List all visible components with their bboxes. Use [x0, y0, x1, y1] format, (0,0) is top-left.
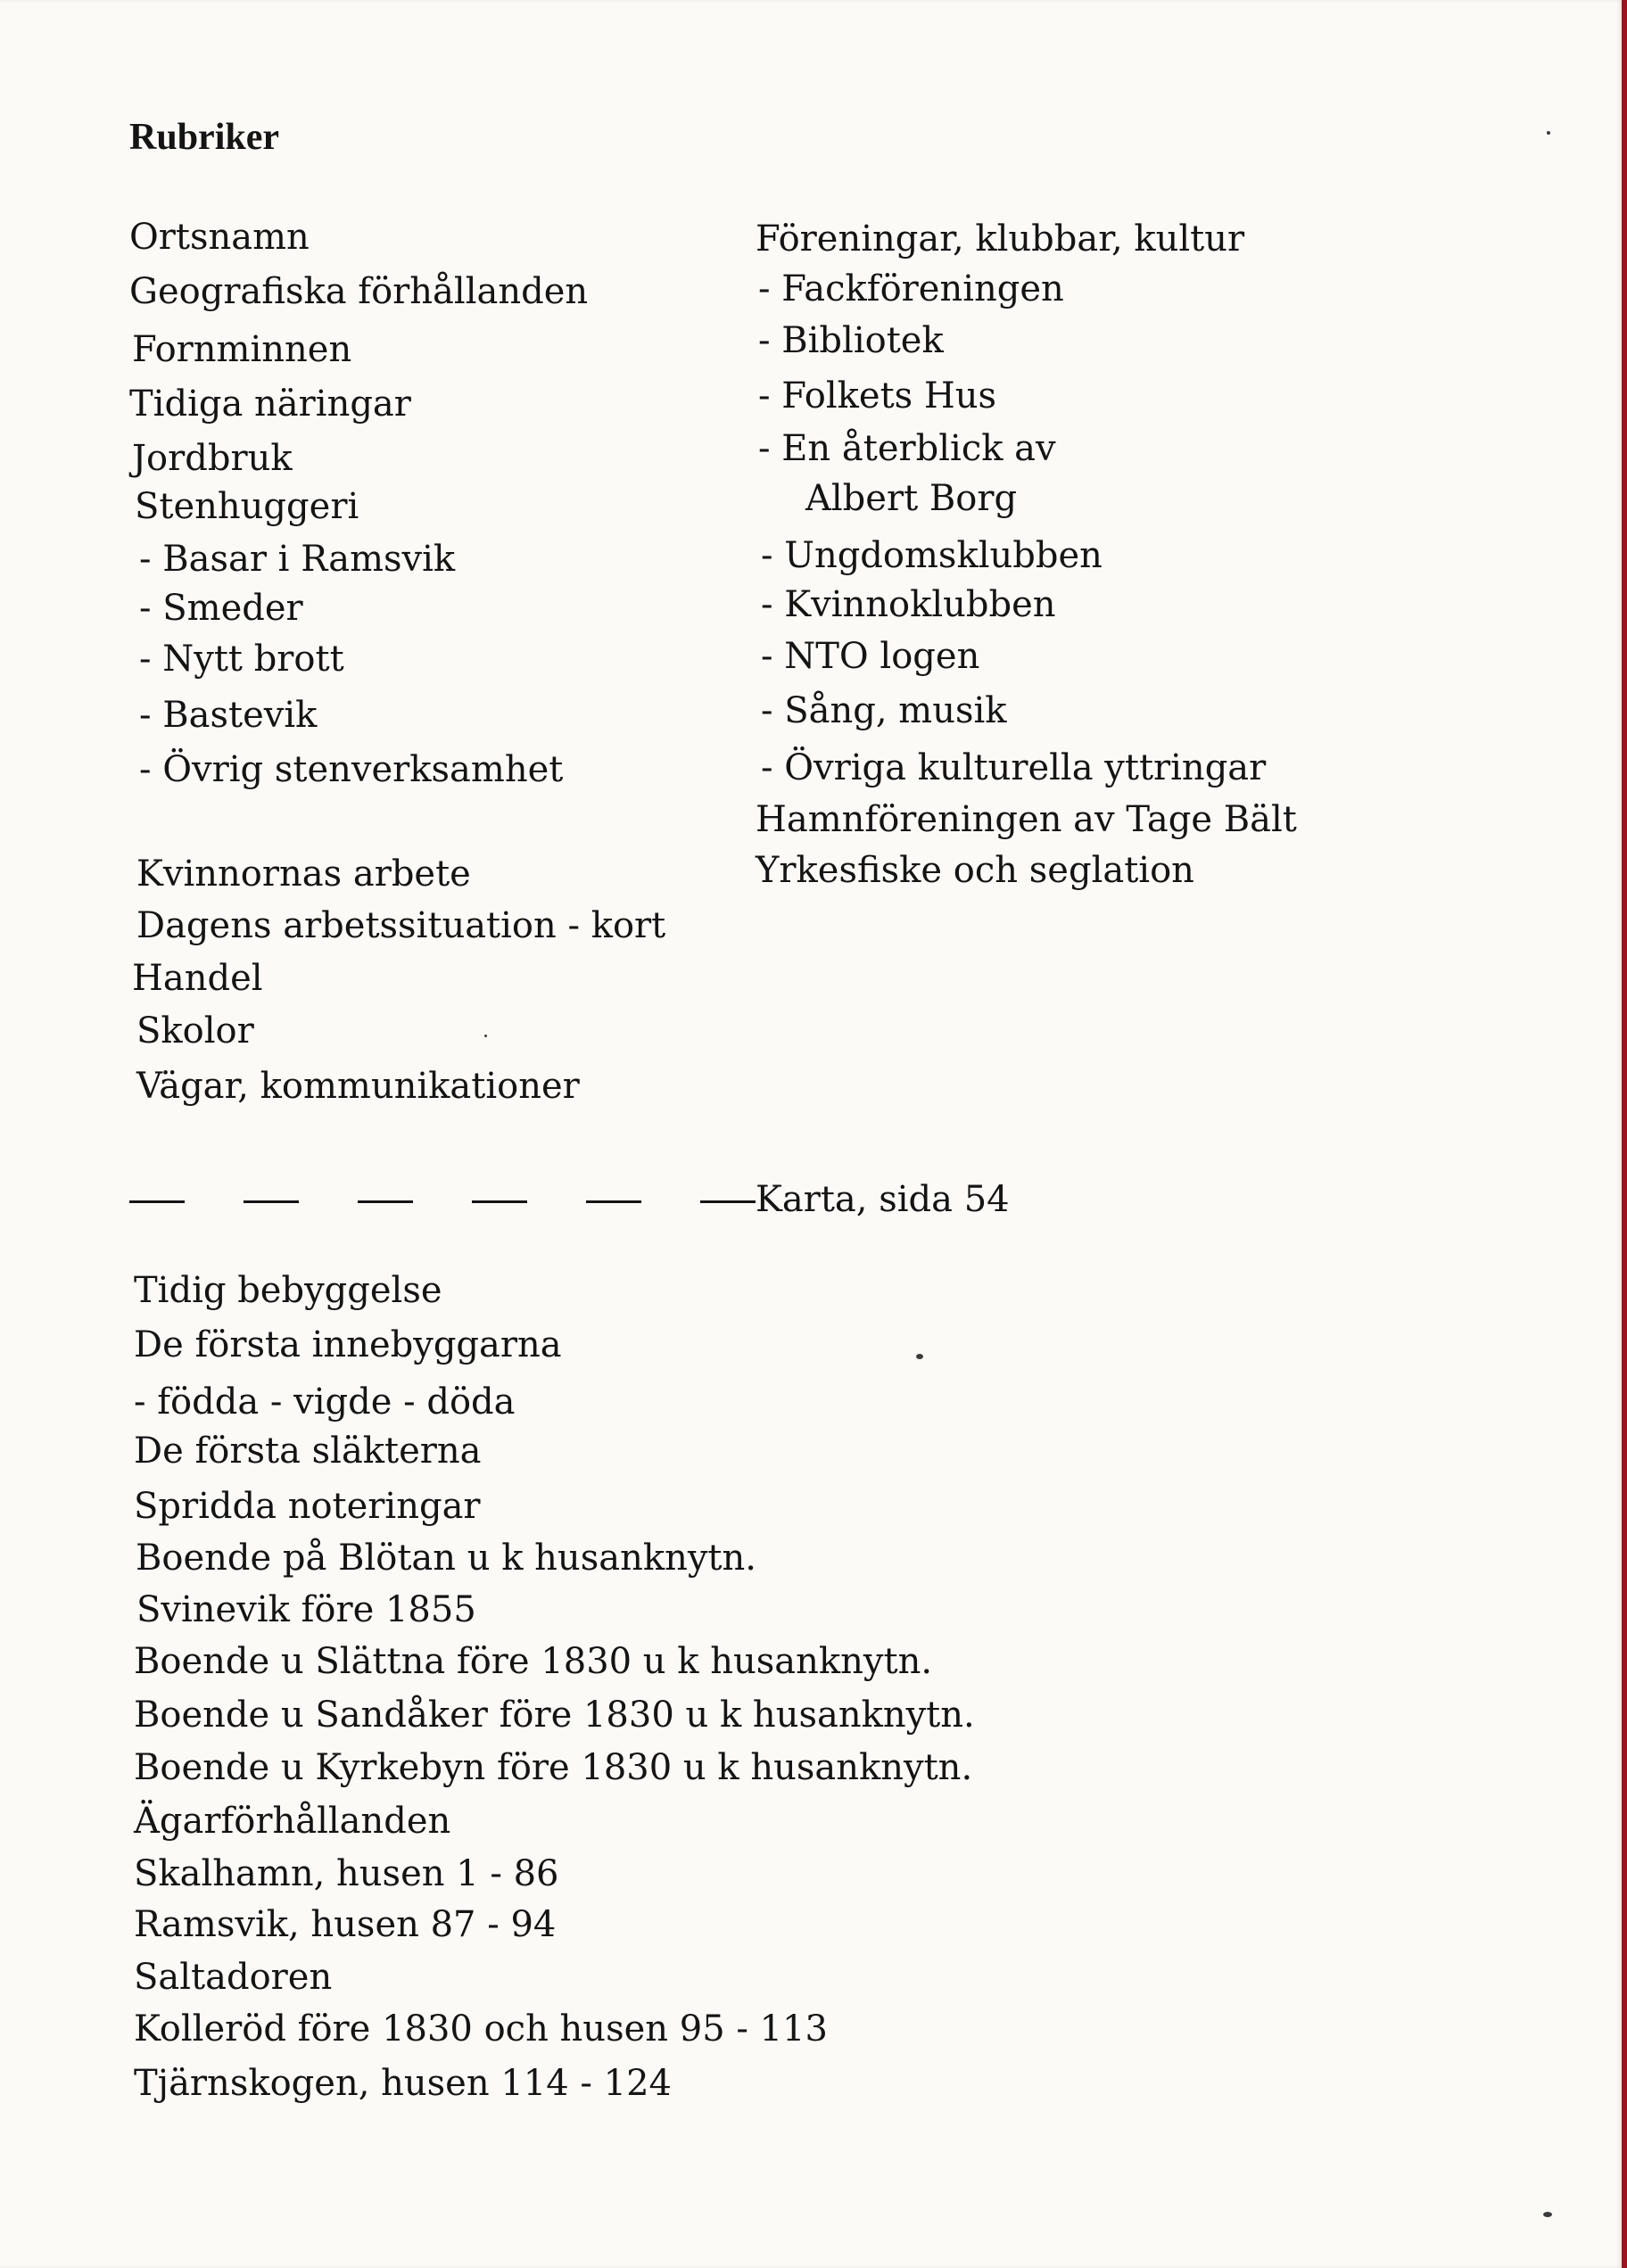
list-item: Skolor	[136, 1010, 254, 1052]
list-item: Skalhamn, husen 1 - 86	[134, 1853, 559, 1894]
list-item: - Övriga kulturella yttringar	[761, 747, 1267, 788]
list-item: - NTO logen	[761, 636, 980, 677]
separator-dash	[586, 1200, 641, 1203]
list-item: - Basar i Ramsvik	[139, 539, 456, 580]
list-item: - Folkets Hus	[758, 375, 997, 416]
list-item: Tidiga näringar	[129, 383, 411, 425]
list-item: De första innebyggarna	[134, 1324, 562, 1365]
list-item: Handel	[132, 958, 263, 999]
list-item: Ramsvik, husen 87 - 94	[134, 1904, 557, 1945]
separator-dash	[700, 1200, 756, 1203]
list-item: Spridda noteringar	[134, 1486, 481, 1527]
list-item: Dagens arbetssituation - kort	[136, 905, 666, 946]
list-item: - En återblick av	[758, 428, 1056, 469]
separator-dash	[472, 1200, 527, 1203]
list-item: - Sång, musik	[761, 690, 1007, 731]
paper-speck	[1547, 131, 1550, 135]
list-item: Albert Borg	[805, 478, 1018, 519]
list-item: Stenhuggeri	[135, 486, 359, 527]
list-item: Geografiska förhållanden	[129, 271, 589, 312]
list-item: Yrkesfiske och seglation	[756, 850, 1194, 891]
list-item: Fornminnen	[132, 329, 352, 370]
paper-speck	[484, 1035, 487, 1037]
separator-dash	[358, 1200, 413, 1203]
list-item: Ortsnamn	[129, 217, 310, 258]
list-item: - Ungdomsklubben	[761, 535, 1103, 576]
dashed-separator	[129, 1200, 756, 1203]
list-item: Boende u Sandåker före 1830 u k husanknytn.	[134, 1695, 975, 1736]
map-reference: Karta, sida 54	[756, 1179, 1010, 1220]
list-item: Kvinnornas arbete	[136, 854, 471, 895]
list-item: Föreningar, klubbar, kultur	[756, 219, 1245, 260]
list-item: De första släkterna	[134, 1431, 482, 1472]
list-item: - Övrig stenverksamhet	[139, 749, 564, 790]
list-item: - Bastevik	[139, 695, 318, 736]
list-item: - Nytt brott	[139, 639, 344, 680]
list-item: Boende u Slättna före 1830 u k husanknytn.	[134, 1641, 933, 1682]
list-item: - födda - vigde - döda	[134, 1381, 516, 1423]
list-item: Ägarförhållanden	[134, 1801, 451, 1842]
list-item: - Smeder	[139, 588, 303, 629]
list-item: Kolleröd före 1830 och husen 95 - 113	[134, 2008, 828, 2049]
list-item: Boende u Kyrkebyn före 1830 u k husanknytn.	[134, 1747, 973, 1788]
paper-speck	[916, 1354, 923, 1359]
list-item: Svinevik före 1855	[136, 1589, 476, 1630]
page-heading: Rubriker	[129, 117, 279, 158]
list-item: Boende på Blötan u k husanknytn.	[136, 1538, 756, 1579]
list-item: - Kvinnoklubben	[761, 584, 1056, 625]
list-item: Hamnföreningen av Tage Bält	[756, 799, 1297, 840]
list-item: Vägar, kommunikationer	[136, 1066, 580, 1107]
list-item: - Fackföreningen	[758, 268, 1064, 309]
separator-dash	[244, 1200, 299, 1203]
list-item: Tjärnskogen, husen 114 - 124	[134, 2063, 672, 2104]
separator-dash	[129, 1200, 185, 1203]
list-item: Saltadoren	[134, 1957, 333, 1998]
paper-speck	[1543, 2212, 1552, 2217]
list-item: Tidig bebyggelse	[134, 1270, 442, 1311]
list-item: Jordbruk	[132, 438, 293, 479]
list-item: - Bibliotek	[758, 320, 944, 361]
